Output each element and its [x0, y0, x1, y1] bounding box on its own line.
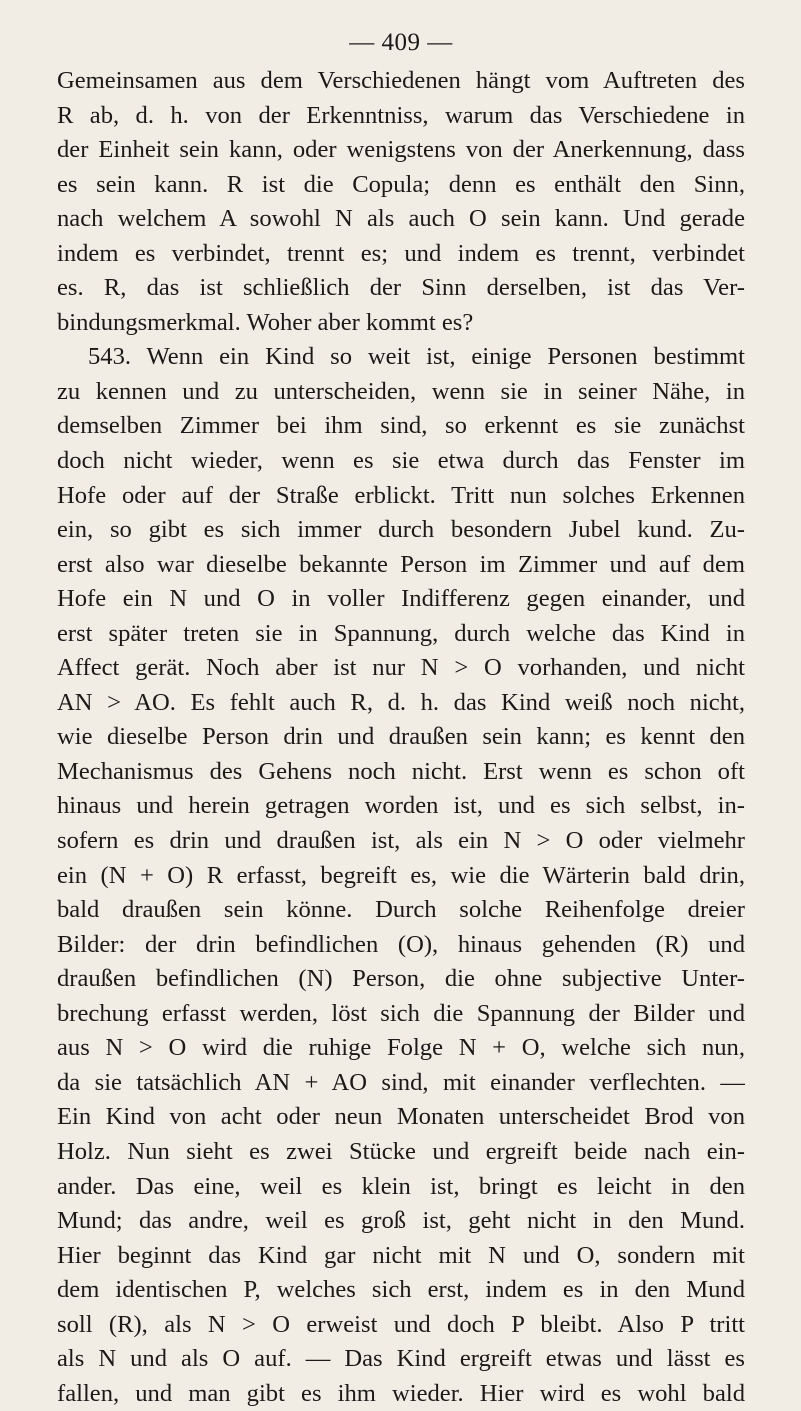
- text-line: erst später treten sie in Spannung, durch welche das Kind in: [57, 619, 745, 647]
- text-line: fallen, und man gibt es ihm wieder. Hier wird es wohl bald: [57, 1379, 745, 1407]
- page-number: — 409 —: [349, 29, 453, 56]
- text-line: Hofe ein N und O in voller Indifferenz gegen einander, und: [57, 585, 745, 613]
- text-line: zu kennen und zu unterscheiden, wenn sie in seiner Nähe, in: [57, 377, 745, 405]
- text-line: es. R, das ist schließlich der Sinn derselben, ist das Ver-: [57, 274, 745, 302]
- text-line: 543. Wenn ein Kind so weit ist, einige Personen bestimmt: [88, 343, 745, 371]
- text-line: Gemeinsamen aus dem Verschiedenen hängt vom Auftreten des: [57, 67, 745, 94]
- text-line: wie dieselbe Person drin und draußen sein kann; es kennt den: [57, 723, 745, 751]
- text-line: Affect gerät. Noch aber ist nur N > O vorhanden, und nicht: [57, 654, 745, 682]
- text-line: brechung erfasst werden, löst sich die Spannung der Bilder und: [57, 999, 745, 1027]
- text-line: Ein Kind von acht oder neun Monaten unterscheidet Brod von: [57, 1103, 745, 1131]
- text-line: doch nicht wieder, wenn es sie etwa durch das Fenster im: [57, 447, 745, 475]
- text-line: es sein kann. R ist die Copula; denn es enthält den Sinn,: [57, 170, 745, 198]
- text-line: soll (R), als N > O erweist und doch P bleibt. Also P tritt: [57, 1310, 745, 1338]
- text-line: indem es verbindet, trennt es; und indem es trennt, verbindet: [57, 239, 745, 267]
- text-line: demselben Zimmer bei ihm sind, so erkennt es sie zunächst: [57, 412, 745, 440]
- text-line: Holz. Nun sieht es zwei Stücke und ergreift beide nach ein-: [57, 1137, 745, 1165]
- text-line: bindungsmerkmal. Woher aber kommt es?: [57, 308, 474, 336]
- text-line: aus N > O wird die ruhige Folge N + O, welche sich nun,: [57, 1034, 745, 1062]
- text-line: Bilder: der drin befindlichen (O), hinaus gehenden (R) und: [57, 930, 745, 958]
- text-line: erst also war dieselbe bekannte Person im Zimmer und auf dem: [57, 550, 745, 578]
- text-line: Mechanismus des Gehens noch nicht. Erst wenn es schon oft: [57, 757, 745, 785]
- text-line: Mund; das andre, weil es groß ist, geht nicht in den Mund.: [57, 1207, 745, 1235]
- text-line: dem identischen P, welches sich erst, indem es in den Mund: [57, 1276, 745, 1304]
- text-line: sofern es drin und draußen ist, als ein N > O oder vielmehr: [57, 827, 745, 855]
- text-line: Hier beginnt das Kind gar nicht mit N und O, sondern mit: [57, 1241, 745, 1269]
- text-line: ein (N + O) R erfasst, begreift es, wie die Wärterin bald drin,: [57, 861, 745, 889]
- text-line: als N und als O auf. — Das Kind ergreift etwas und lässt es: [57, 1345, 745, 1373]
- text-line: ein, so gibt es sich immer durch besondern Jubel kund. Zu-: [57, 516, 745, 544]
- text-line: R ab, d. h. von der Erkenntniss, warum das Verschiedene in: [57, 101, 745, 129]
- text-line: ander. Das eine, weil es klein ist, bringt es leicht in den: [57, 1172, 745, 1200]
- text-line: Hofe oder auf der Straße erblickt. Tritt nun solches Erkennen: [57, 481, 745, 509]
- text-line: der Einheit sein kann, oder wenigstens von der Anerkennung, dass: [57, 136, 745, 164]
- text-line: nach welchem A sowohl N als auch O sein kann. Und gerade: [57, 205, 745, 233]
- text-line: AN > AO. Es fehlt auch R, d. h. das Kind weiß noch nicht,: [57, 688, 745, 716]
- text-line: bald draußen sein könne. Durch solche Reihenfolge dreier: [57, 896, 745, 924]
- text-line: da sie tatsächlich AN + AO sind, mit einander verflechten. —: [57, 1068, 745, 1096]
- text-line: hinaus und herein getragen worden ist, und es sich selbst, in-: [57, 792, 745, 820]
- text-line: draußen befindlichen (N) Person, die ohne subjective Unter-: [57, 965, 745, 993]
- body-text: [57, 64, 745, 1411]
